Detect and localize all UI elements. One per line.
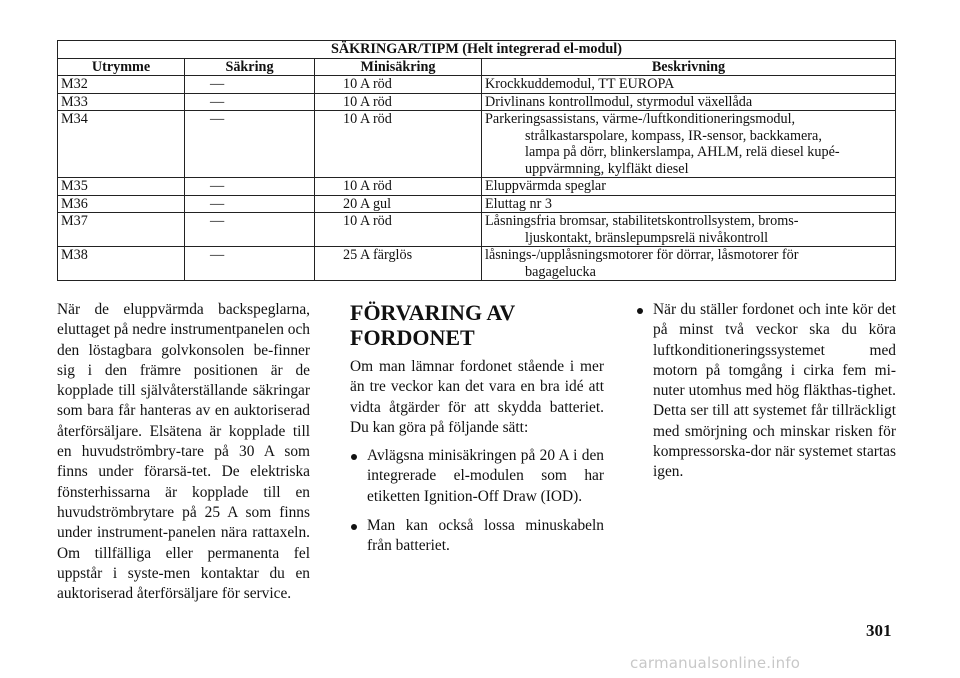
description-line: låsnings-/upplåsningsmotorer för dörrar, låsmotorer för <box>485 247 799 263</box>
description-line: bagagelucka <box>525 263 596 280</box>
column-fuse-info <box>57 300 310 612</box>
storage-intro: Om man lämnar fordonet stående i mer än tre veckor kan det vara en bra idé att vidta åtgärder för att skydda batteriet. Du kan göra på följande sätt: <box>350 358 604 436</box>
cell-space: M37 <box>58 213 185 247</box>
description-line: lampa på dörr, blinkerslampa, AHLM, relä diesel kupé- <box>525 144 840 160</box>
fuse-table-body <box>58 76 896 281</box>
cell-description <box>482 178 896 196</box>
cell-description <box>482 213 896 247</box>
cell-space: M32 <box>58 76 185 94</box>
table-row <box>58 76 896 94</box>
bullet-text: Avlägsna minisäkringen på 20 A i den integrerade el-modulen som har etiketten Ignition-Off Draw (IOD). <box>367 447 604 505</box>
cell-fuse: — <box>185 178 315 196</box>
description-line: strålkastarspolare, kompass, IR-sensor, backkamera, <box>525 127 822 144</box>
cell-minifuse: 10 A röd <box>315 213 482 247</box>
watermark: carmanualsonline.info <box>630 654 801 672</box>
bullet-icon <box>351 454 357 460</box>
column-storage <box>350 300 604 566</box>
table-row <box>58 195 896 213</box>
table-title: SÄKRINGAR/TIPM (Helt integrerad el-modul) <box>58 41 896 59</box>
header-space: Utrymme <box>58 58 185 76</box>
cell-minifuse: 25 A färglös <box>315 247 482 281</box>
description-line: ljuskontakt, bränslepumpsrelä nivåkontroll <box>525 229 769 246</box>
bullet-text: När du ställer fordonet och inte kör det på minst två veckor ska du köra luftkonditioneringssystemet med motorn på tomgång i cirka fem mi-nuter utomhus med hög fläkthas-tighet. Detta ser till att systemet får tillräckligt med smörjning och minskar risken för kompressorska-dor när systemet startas igen. <box>653 301 896 481</box>
cell-minifuse: 10 A röd <box>315 76 482 94</box>
cell-description <box>482 195 896 213</box>
cell-fuse: — <box>185 247 315 281</box>
table-row <box>58 111 896 178</box>
bullet-text: Man kan också lossa minuskabeln från batteriet. <box>367 517 604 555</box>
description-line: Parkeringsassistans, värme-/luftkonditioneringsmodul, <box>485 111 796 127</box>
cell-fuse: — <box>185 76 315 94</box>
table-row <box>58 178 896 196</box>
list-item <box>350 516 604 557</box>
cell-space: M38 <box>58 247 185 281</box>
cell-fuse: — <box>185 93 315 111</box>
cell-fuse: — <box>185 195 315 213</box>
description-line: Krockkuddemodul, TT EUROPA <box>485 76 675 92</box>
cell-description <box>482 111 896 178</box>
bullet-icon <box>351 524 357 530</box>
list-item <box>350 446 604 507</box>
cell-minifuse: 10 A röd <box>315 93 482 111</box>
list-item <box>636 300 896 483</box>
cell-fuse: — <box>185 111 315 178</box>
table-row <box>58 93 896 111</box>
cell-description <box>482 76 896 94</box>
description-line: Eluppvärmda speglar <box>485 178 606 194</box>
section-heading: FÖRVARING AV FORDONET <box>350 300 515 350</box>
header-description: Beskrivning <box>482 58 896 76</box>
fuse-info-paragraph: När de eluppvärmda backspeglarna, eluttaget på nedre instrumentpanelen och den löstagbara golvkonsolen be-finner sig i den främre positionen är de kopplade till självåterställande säkringar som bara får hanteras av en auktoriserad återförsäljare. Elsätena är kopplade till en huvudströmbry-tare på 30 A som finns under förarsä-tet. De elektriska fönsterhissarna är kopplade till en huvudströmbrytare på 25 A som finns under instrument-panelen nära rattaxeln. Om tillfälliga eller permanenta fel uppstår i syste-men kontaktar du en auktoriserad återförsäljare för service. <box>57 301 310 603</box>
cell-minifuse: 20 A gul <box>315 195 482 213</box>
cell-description <box>482 247 896 281</box>
cell-minifuse: 10 A röd <box>315 111 482 178</box>
cell-minifuse: 10 A röd <box>315 178 482 196</box>
description-line: Drivlinans kontrollmodul, styrmodul växellåda <box>485 93 753 110</box>
cell-fuse: — <box>185 213 315 247</box>
cell-space: M33 <box>58 93 185 111</box>
description-line: Eluttag nr 3 <box>485 195 552 212</box>
table-row <box>58 213 896 247</box>
bullet-icon <box>637 308 643 314</box>
table-row <box>58 247 896 281</box>
cell-space: M36 <box>58 195 185 213</box>
header-fuse: Säkring <box>185 58 315 76</box>
page-number: 301 <box>866 621 892 640</box>
header-minifuse: Minisäkring <box>315 58 482 76</box>
description-line: Låsningsfria bromsar, stabilitetskontrollsystem, broms- <box>485 213 799 229</box>
description-line: uppvärmning, kylfläkt diesel <box>525 160 689 177</box>
column-storage-continued <box>636 300 896 492</box>
cell-space: M35 <box>58 178 185 196</box>
cell-description <box>482 93 896 111</box>
cell-space: M34 <box>58 111 185 178</box>
fuse-table <box>57 40 896 281</box>
